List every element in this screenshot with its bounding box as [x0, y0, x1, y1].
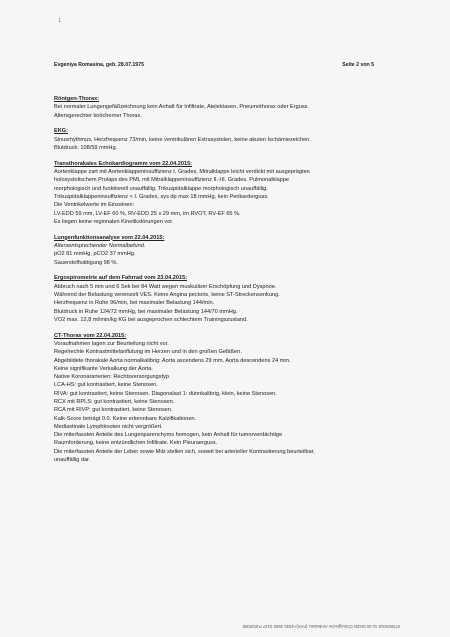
corner-mark: 1 — [58, 18, 62, 24]
text-line: Aortenklappe zart mit Aortenklappeninsuffizienz I. Grades, Mitralklappe leicht verdickt mit ausgeprägten — [54, 169, 310, 176]
text-line: Keine signifikante Verkalkung der Aorta. — [54, 365, 153, 372]
report-section — [54, 95, 399, 120]
page-number: Seite 2 von 5 — [342, 62, 374, 68]
report-section — [54, 234, 399, 267]
text-line: holosystolischem Prolaps des PML mit Mitralklappeninsuffizienz II.-III. Grades. Pulmonalklappe — [54, 177, 290, 184]
text-line: Sinusrhythmus, Herzfrequenz 73/min, keine ventrikulären Extrasystolen, keine akuten Ischämiezeichen. — [54, 136, 311, 143]
text-line: Herzfrequenz in Ruhe 96/min, bei maximaler Belastung 144/min. — [54, 300, 215, 307]
text-line: Abgebildete thorakale Aorta normalkalibrig: Aorta ascendens 29 mm, Aorta descendens 24 mm. — [54, 357, 291, 364]
text-line: RCX mit RPLS: gut kontrastiert, keine Stenosen. — [54, 399, 175, 405]
text-line: Altersgerechter knöcherner Thorax. — [54, 112, 142, 119]
text-line: unauffällig dar. — [54, 457, 91, 464]
text-line: LV-EDD 59 mm, LV-EF 60 %, RV-EDD 25 x 29 mm, im RVOT, RV-EF 65 %. — [54, 210, 241, 217]
text-line: morphologisch und funktionell unauffällig. Trikuspidalklappe morphologisch unauffällig. — [54, 185, 268, 192]
section-heading: EKG: — [54, 128, 68, 135]
text-line: RCA mit RIVP: gut kontrastiert, keine Stenosen. — [54, 407, 173, 414]
section-subheading: Altersentsprechender Normalbefund. — [54, 242, 146, 249]
text-line: Sauerstoffsättigung 98 %. — [54, 259, 118, 266]
text-line: pO2 81 mmHg, pCO2 37 mmHg. — [54, 251, 136, 258]
report-section — [54, 127, 399, 152]
text-line: Voraufnahmen lagen zur Beurteilung nicht vor. — [54, 340, 169, 347]
fax-footer: 07/05/2015 11:20 DHZB Chirurgische Ambulanz (FAX)+4930 4593 2137 P.002/005 — [242, 624, 400, 629]
text-line: Mediastinale Lymphknoten nicht vergrößert. — [54, 423, 163, 430]
text-line: Native Koronararterien: Rechtsversorgungstyp — [54, 374, 170, 381]
text-line: LCA-HS: gut kontrastiert, keine Stenosen. — [54, 382, 158, 389]
text-line: RIVA: gut kontrastiert, keine Stenosen. Diagonalast 1: dünnkalibrig, klein, keine Stenosen. — [54, 390, 277, 397]
text-line: Die miterfassten Anteile des Lungenparenchyms homogen, kein Anhalt für tumorverdächtige — [54, 432, 283, 439]
page-header — [54, 62, 374, 68]
report-section — [54, 274, 399, 324]
patient-line: Evgeniya Romasina, geb. 28.07.1975 — [54, 62, 144, 68]
report-section — [54, 160, 399, 226]
report-section — [54, 332, 399, 465]
text-line: Blutdruck: 108/59 mmHg. — [54, 144, 118, 151]
text-line: Regelrechte Kontrastmittelanflutung im Herzen und in den großen Gefäßen. — [54, 349, 242, 356]
text-line: Trikuspidalklappeninsuffizienz < I. Grades, sys dp max 18 mmHg, kein Perikarderguss. — [54, 193, 269, 200]
text-line: Es liegen keine regionalen Kinetikstörungen vor. — [54, 218, 174, 225]
report-body — [54, 95, 399, 472]
text-line: Die Ventrikelwerte im Einzelnen: — [54, 202, 135, 209]
section-heading: CT-Thorax vom 22.04.2015: — [54, 332, 127, 339]
section-heading: Transthorakales Echokardiogramm vom 22.04.2015: — [54, 160, 193, 167]
section-heading: Lungenfunktionsanalyse vom 22.04.2015: — [54, 234, 165, 241]
text-line: Kalk-Score beträgt 0.0. Keine erkennbare Kalzifikationen. — [54, 415, 197, 422]
text-line: VO2 max. 12,8 ml/min/kg KG bei ausgeprochen schlechtem Trainingszustand. — [54, 316, 248, 323]
text-line: Bei normaler Lungengefäßzeichnung kein Anhalt für Infiltrate, Atelektasen, Pneumothorax oder Erguss. — [54, 104, 309, 111]
text-line: Die miterfassten Anteile der Leber sowie Milz stellen sich, soweit bei arterieller Kontrastierung beurteilbar, — [54, 448, 315, 455]
text-line: Blutdruck in Ruhe 124/72 mmHg, bei maximaler Belastung 144/70 mmHg. — [54, 308, 238, 315]
text-line: Während der Belastung vereinzelt VES. Keine Angina pectoris, keine ST-Streckensenkung. — [54, 291, 280, 298]
section-heading: Röntgen-Thorax: — [54, 96, 100, 102]
section-heading: Ergospirometrie auf dem Fahrrad vom 23.04.2015: — [54, 275, 188, 282]
text-line: Abbruch nach 5 min und 6 Sek bei 84 Watt wegen muskulärer Erschöpfung und Dyspnoe. — [54, 283, 277, 290]
text-line: Raumforderung, keine entzündlichen Infiltrate. Kein Pleuraerguss. — [54, 440, 218, 447]
